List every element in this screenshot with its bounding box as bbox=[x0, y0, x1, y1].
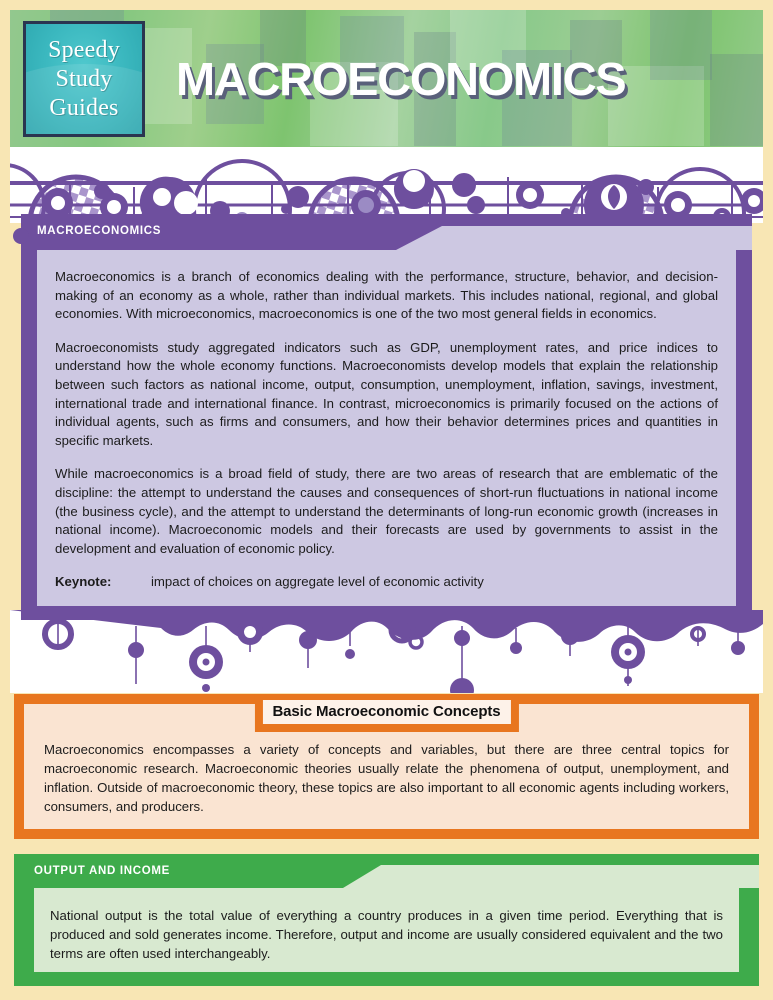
panel-tab-slope-decoration bbox=[368, 214, 752, 250]
paragraph-definition: Macroeconomics is a branch of economics dealing with the performance, structure, behavior, and decision-making of an economy as a whole, rather than individual markets. This includes national, regional, and global economies. With microeconomics, macroeconomics is one of the two most general fields in economics. bbox=[55, 269, 718, 322]
output-and-income-text: National output is the total value of everything a country produces in a given time period. Everything that is produced and sold generates income. Therefore, output and income are usually considered equivalent and the two terms are often used interchangeably. bbox=[50, 908, 723, 961]
keynote-row bbox=[55, 573, 718, 592]
logo-line-speedy: Speedy bbox=[48, 37, 120, 63]
decorative-band-bottom bbox=[10, 610, 763, 693]
panel-tab-row bbox=[21, 214, 752, 250]
paragraph-research-areas: While macroeconomics is a broad field of study, there are two areas of research that are emblematic of the discipline: the attempt to understand the causes and consequences of short-run fluctuations in national income (the business cycle), and the attempt to understand the determinants of long-run economic growth (increases in national income). Macroeconomic models and their forecasts are used by governments to assist in the development and evaluation of economic policy. bbox=[55, 466, 718, 556]
basic-concepts-title-badge bbox=[254, 694, 518, 732]
keynote-label: Keynote: bbox=[55, 574, 112, 590]
speedy-study-guides-logo bbox=[23, 21, 145, 137]
page-title: MACROECONOMICS bbox=[176, 53, 626, 105]
panel-tab-label-macroeconomics: MACROECONOMICS bbox=[37, 225, 162, 237]
output-and-income-panel-body bbox=[34, 888, 739, 972]
deco-pattern-pendants-icon bbox=[10, 610, 763, 693]
macroeconomics-panel bbox=[21, 214, 752, 620]
basic-concepts-panel-body bbox=[24, 704, 749, 829]
macroeconomics-panel-body bbox=[37, 250, 736, 606]
logo-line-study: Study bbox=[55, 66, 113, 92]
basic-concepts-title: Basic Macroeconomic Concepts bbox=[262, 700, 510, 724]
deco-pattern-circles-icon bbox=[10, 147, 763, 223]
decorative-band-top bbox=[10, 147, 763, 223]
page-header bbox=[10, 10, 763, 147]
logo-line-guides: Guides bbox=[49, 95, 119, 121]
paragraph-indicators: Macroeconomists study aggregated indicators such as GDP, unemployment rates, and price indices to understand how the whole economy functions. Macroeconomists develop models that explain the relationship between such factors as national income, output, consumption, unemployment, inflation, savings, investment, international trade and international finance. In contrast, microeconomics is primarily focused on the actions of individual agents, such as firms and consumers, and how their behavior determines prices and quantities in specific markets. bbox=[55, 339, 718, 448]
keynote-text: impact of choices on aggregate level of economic activity bbox=[151, 574, 484, 590]
panel-tab-label-output-and-income: OUTPUT AND INCOME bbox=[34, 865, 171, 877]
green-panel-tab-row bbox=[14, 854, 759, 888]
basic-concepts-text: Macroeconomics encompasses a variety of concepts and variables, but there are three central topics for macroeconomic research. Macroeconomic theories usually relate the phenomena of output, unemployment, and inflation. Outside of macroeconomic theory, these topics are also important to all economic agents including workers, consumers, and producers. bbox=[44, 742, 729, 814]
basic-concepts-panel bbox=[14, 694, 759, 839]
green-panel-tab-slope-decoration bbox=[311, 854, 759, 888]
output-and-income-panel bbox=[14, 854, 759, 986]
